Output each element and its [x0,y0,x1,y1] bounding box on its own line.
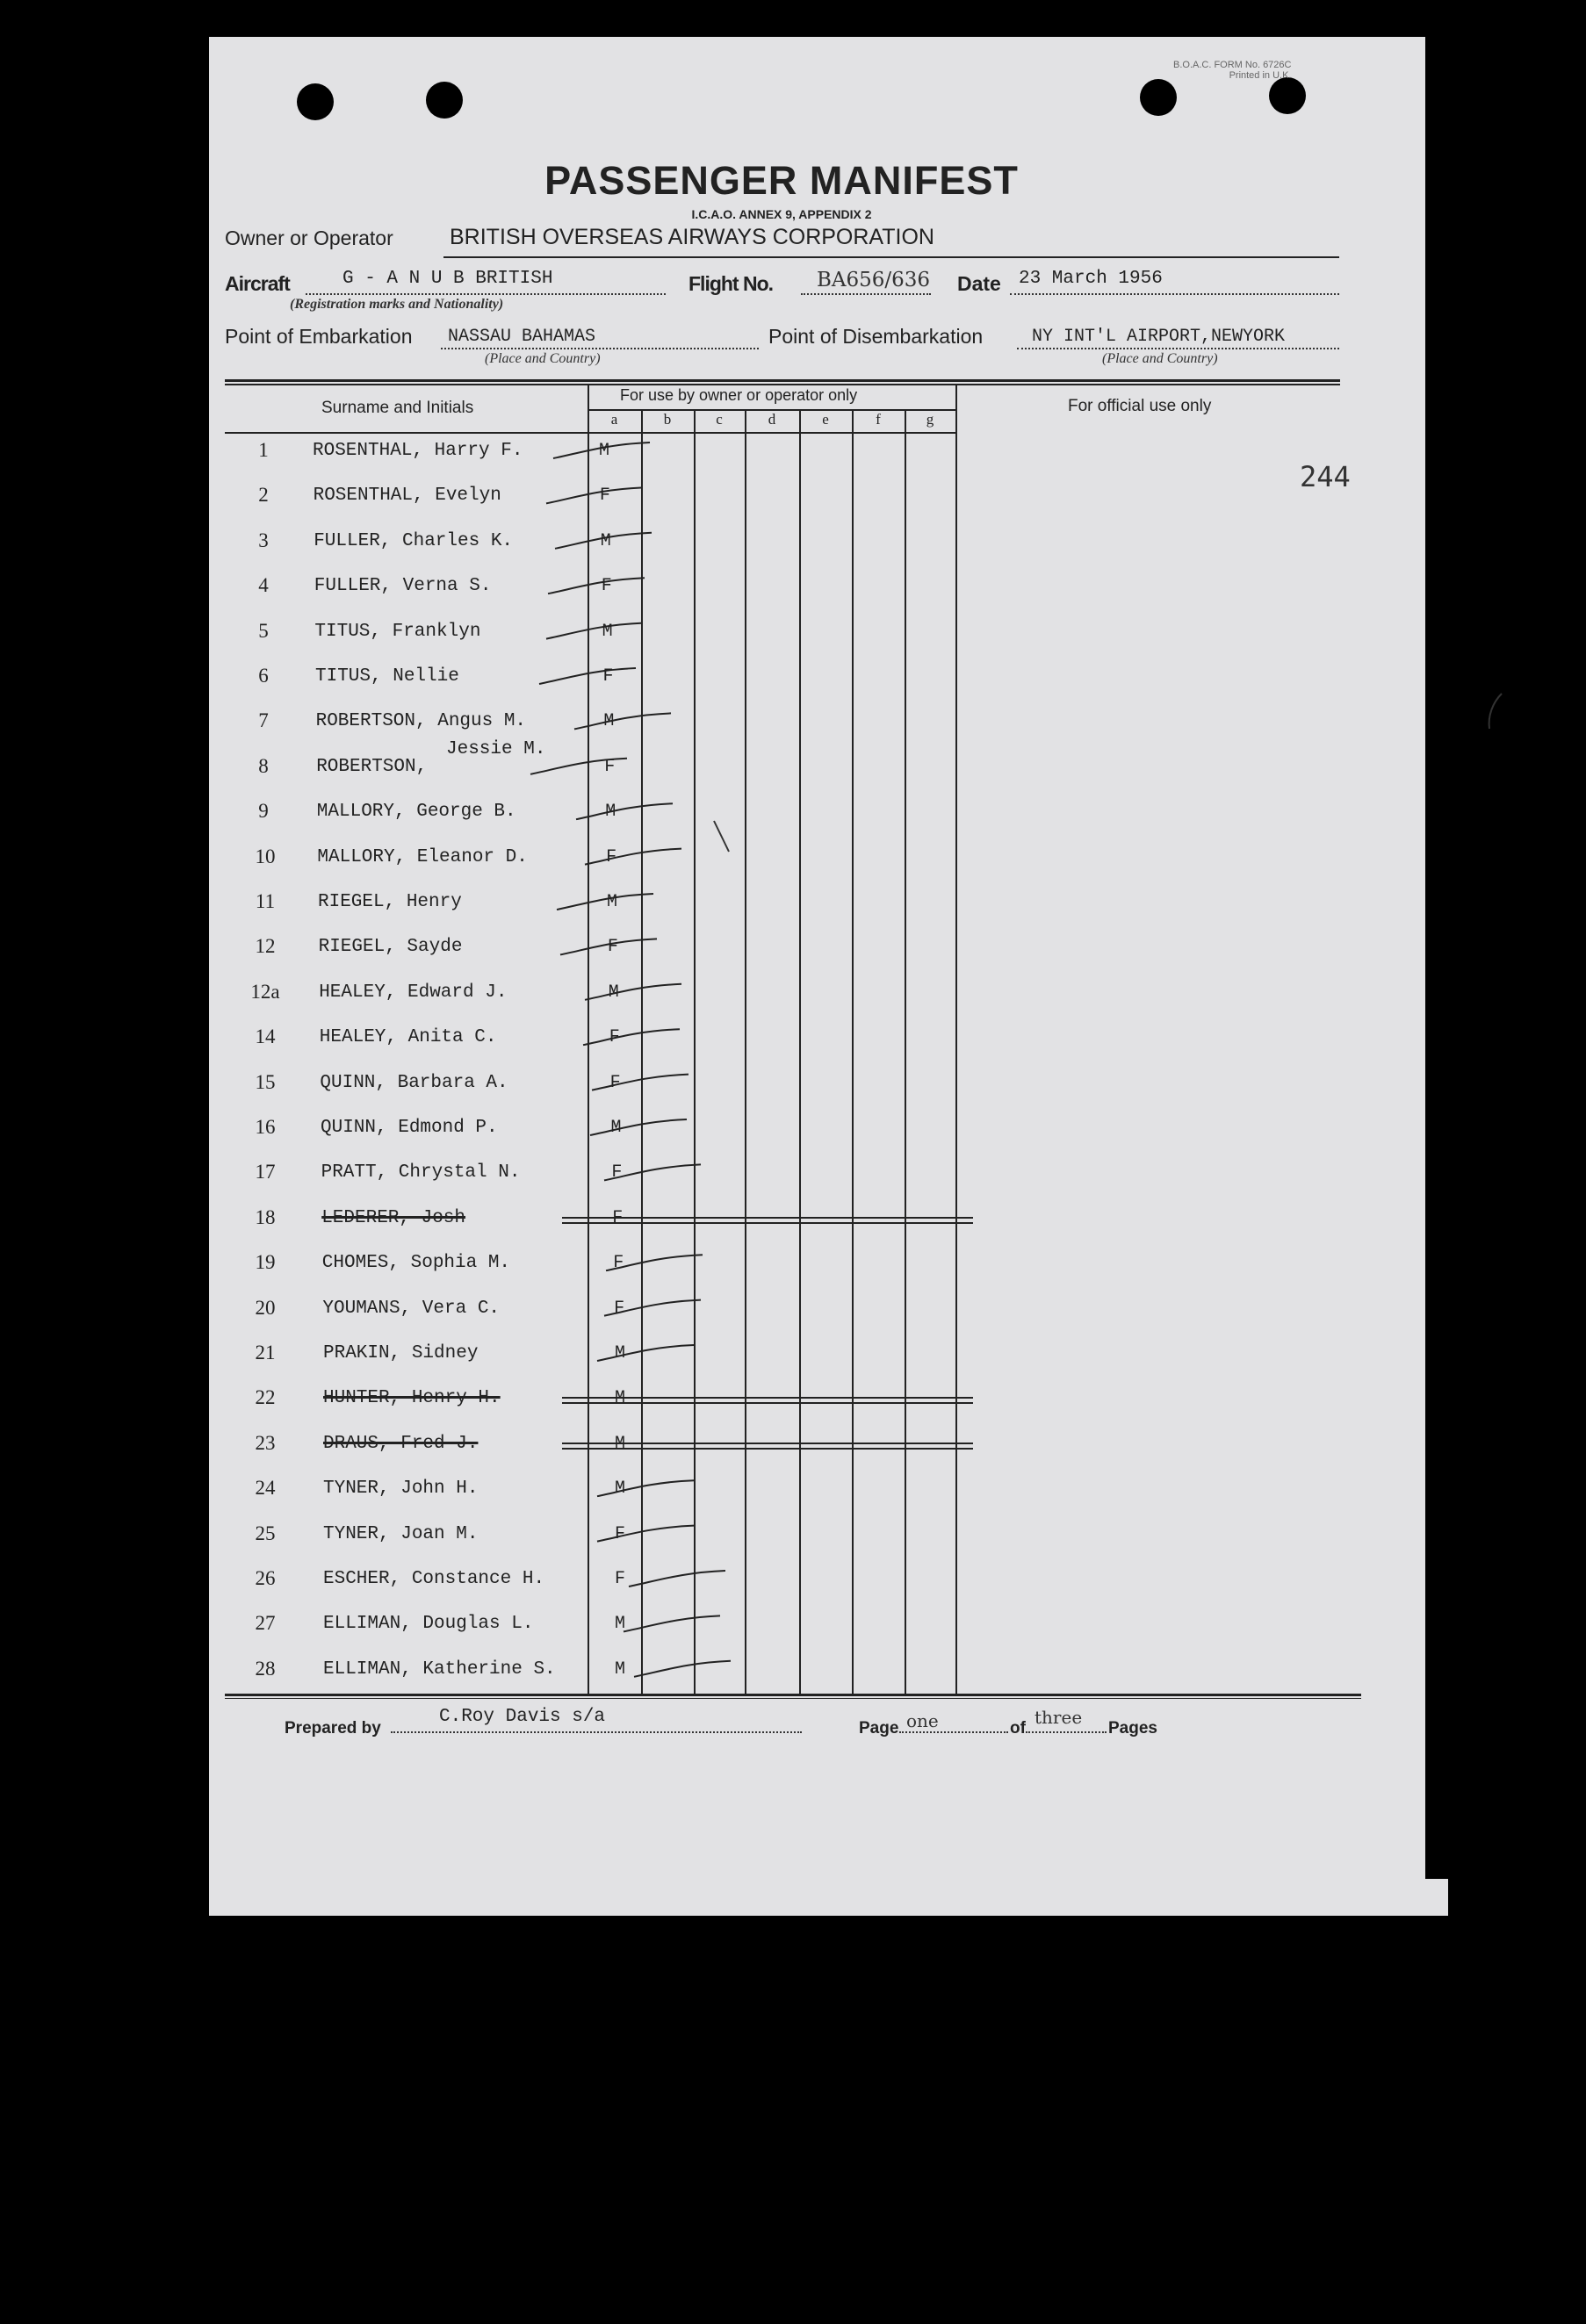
passenger-name: TYNER, Joan M. [323,1523,479,1544]
passenger-name: PRAKIN, Sidney [323,1343,479,1363]
passenger-name: LEDERER, Josh [321,1207,466,1228]
embark-note: (Place and Country) [485,351,601,366]
passenger-name: TITUS, Franklyn [314,621,481,642]
tick-mark [592,1075,688,1090]
tick-mark [583,1027,680,1048]
owner-label: Owner or Operator [225,227,393,249]
flight-value: BA656/636 [817,269,931,291]
tick-mark [629,1571,725,1587]
passenger-sex: F [606,846,617,867]
aircraft-value: G - A N U B BRITISH [342,269,553,289]
passenger-name: PRATT, Chrystal N. [321,1162,521,1184]
row-number: 20 [255,1296,276,1319]
passenger-sex: M [603,711,615,732]
row-number: 7 [258,709,269,732]
row-number: 15 [255,1070,276,1093]
row-number: 19 [255,1251,276,1274]
date-label: Date [957,272,1001,295]
tick-mark [604,1300,701,1316]
page-subtitle: I.C.A.O. ANNEX 9, APPENDIX 2 [691,207,872,221]
passenger-name: ROBERTSON, [316,756,428,777]
tick-mark [585,846,681,867]
passenger-sex: M [610,1118,622,1138]
passenger-name: RIEGEL, Sayde [318,937,463,958]
row-number: 9 [258,800,269,823]
pencil-mark [1489,694,1502,729]
row-number: 16 [255,1116,276,1138]
passenger-name: QUINN, Barbara A. [320,1072,508,1093]
col-letter-c: c [716,411,723,428]
col-official-header: For official use only [1068,397,1212,415]
passenger-name: TYNER, John H. [323,1479,479,1500]
tick-mark [574,711,671,732]
passenger-name: ROSENTHAL, Harry F. [313,441,523,461]
row-number: 12 [255,935,276,958]
passenger-name: MALLORY, George B. [316,802,516,823]
passenger-name: DRAUS, Fred J. [323,1433,479,1454]
passenger-name: RIEGEL, Henry [318,892,462,912]
tick-mark [576,803,673,819]
passenger-name: ELLIMAN, Douglas L. [323,1614,534,1635]
prepared-label: Prepared by [285,1719,381,1738]
row-number: 24 [255,1477,276,1500]
row-number: 25 [255,1522,276,1544]
passenger-sex: F [601,576,612,597]
row-number: 2 [258,484,269,507]
passenger-name: TITUS, Nellie [315,666,459,687]
passenger-sex: M [607,892,618,912]
passenger-sex: F [609,1072,621,1093]
passenger-sex: M [615,1479,626,1500]
row-number: 14 [255,1025,276,1048]
passenger-sex: F [611,1162,623,1184]
of-value: three [1035,1707,1083,1728]
passenger-sex: M [615,1343,626,1363]
row-number: 8 [258,754,269,777]
embark-label: Point of Embarkation [225,325,413,348]
row-number: 5 [258,619,269,642]
tick-mark [553,442,650,458]
row-number: 12a [250,980,280,1003]
passenger-sex: F [609,1027,620,1048]
tick-mark [585,984,681,1000]
passenger-name: HEALEY, Anita C. [319,1027,497,1048]
col-letter-a: a [610,411,618,428]
flight-label: Flight No. [688,272,774,295]
page-label: Page [859,1719,899,1738]
prepared-value: C.Roy Davis s/a [439,1707,606,1727]
tick-mark [557,894,653,910]
row-number: 11 [255,890,276,912]
row-number: 4 [258,574,269,597]
col-letter-d: d [768,411,776,428]
tick-mark [555,530,652,551]
tick-mark [597,1523,694,1544]
aircraft-note: (Registration marks and Nationality) [290,297,504,312]
row-number: 1 [258,439,269,461]
col-surname-header: Surname and Initials [321,399,474,417]
embark-value: NASSAU BAHAMAS [448,327,596,347]
row-number: 21 [255,1342,276,1363]
passenger-sex: F [599,486,610,507]
passenger-sex: F [614,1298,625,1319]
tick-mark [546,487,643,503]
tick-mark [597,1480,694,1496]
date-value: 23 March 1956 [1019,269,1163,289]
tick-mark [624,1615,720,1631]
aircraft-label: Aircraft [225,272,290,295]
disembark-value: NY INT'L AIRPORT,NEWYORK [1032,327,1286,347]
row-number: 18 [255,1205,276,1228]
tick-mark [597,1345,694,1361]
passenger-name: FULLER, Verna S. [314,576,492,597]
passenger-sex: M [608,982,619,1003]
passenger-name: ESCHER, Constance H. [323,1569,545,1589]
col-letter-f: f [876,411,881,428]
col-owner-header: For use by owner or operator only [620,386,858,404]
passenger-name: ELLIMAN, Katherine S. [323,1658,556,1680]
col-letter-g: g [926,411,934,428]
tick-mark [634,1661,731,1677]
passenger-sex: M [602,621,613,642]
col-letter-b: b [663,411,672,428]
passenger-name: FULLER, Charles K. [314,530,514,551]
passenger-name: HUNTER, Henry H. [323,1388,501,1409]
row-number: 27 [255,1612,276,1635]
disembark-note: (Place and Country) [1102,351,1218,366]
row-number: 23 [255,1431,276,1454]
of-label: of [1010,1719,1026,1738]
form-number: B.O.A.C. FORM No. 6726C Printed in U.K. [1173,60,1292,81]
passenger-sex: M [600,530,611,551]
passenger-name: YOUMANS, Vera C. [322,1298,501,1319]
passenger-sex: M [615,1658,626,1680]
passenger-sex: M [599,441,610,461]
passenger-given-names: Jessie M. [446,738,546,759]
passenger-name: ROBERTSON, Angus M. [315,711,527,732]
tick-mark [530,759,627,774]
row-number: 3 [258,529,269,551]
passenger-sex: M [605,802,616,823]
page-value: one [906,1710,939,1731]
tick-mark [560,939,657,954]
passenger-sex: F [604,756,616,777]
passenger-sex: F [613,1253,624,1274]
tick-mark [539,668,636,684]
tick-mark [546,623,643,639]
passenger-name: QUINN, Edmond P. [321,1118,498,1138]
passenger-name: CHOMES, Sophia M. [321,1253,511,1274]
passenger-sex: F [602,666,614,687]
tick-mark [714,821,729,852]
row-number: 6 [258,665,269,687]
passenger-name: ROSENTHAL, Evelyn [313,486,501,507]
passenger-name: HEALEY, Edward J. [319,982,508,1003]
passenger-sex: F [607,937,618,958]
row-number: 22 [255,1386,276,1409]
passenger-sex: M [615,1614,626,1635]
row-number: 28 [255,1657,276,1680]
official-annotation: 244 [1300,460,1351,493]
disembark-label: Point of Disembarkation [768,325,984,348]
passenger-name: MALLORY, Eleanor D. [317,846,528,867]
tick-mark [590,1119,687,1135]
tick-mark [548,576,645,597]
tick-mark [604,1164,701,1180]
passenger-sex: F [615,1523,626,1544]
row-number: 17 [255,1161,276,1184]
passenger-sex: F [615,1569,626,1589]
page-title: PASSENGER MANIFEST [544,158,1019,203]
tick-mark [606,1255,703,1270]
owner-value: BRITISH OVERSEAS AIRWAYS CORPORATION [450,225,934,249]
row-number: 26 [255,1567,276,1589]
row-number: 10 [255,845,276,867]
col-letter-e: e [822,411,829,428]
pages-label: Pages [1108,1719,1157,1738]
